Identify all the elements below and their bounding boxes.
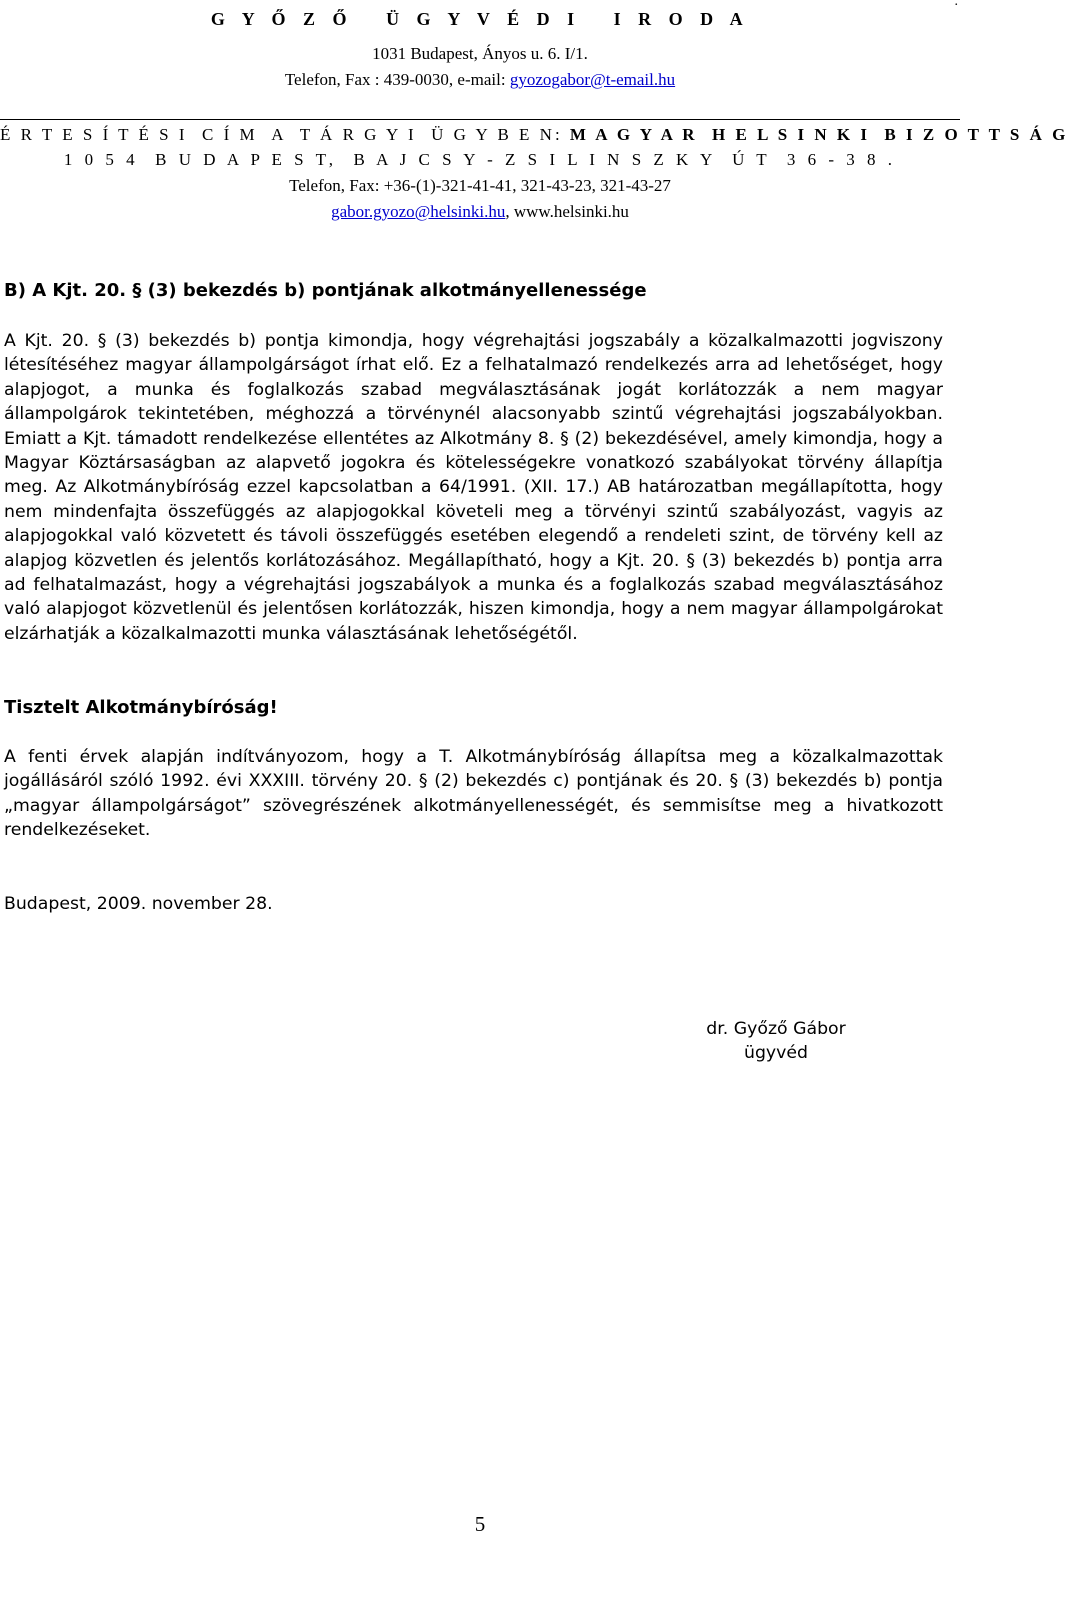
section-heading: B) A Kjt. 20. § (3) bekezdés b) pontjának alkotmányellenessége [4, 280, 647, 301]
salutation: Tisztelt Alkotmánybíróság! [4, 697, 278, 718]
page-number: 5 [474, 1512, 486, 1536]
corner-mark: . [954, 0, 958, 9]
signatory-title: ügyvéd [744, 1043, 808, 1064]
firm-phone: Telefon, Fax : 439-0030, e-mail: [284, 70, 510, 89]
notice-organization: M A G Y A R H E L S I N K I B I Z O T T S Á G [569, 125, 1068, 144]
notice-address-line [0, 125, 1068, 145]
closing-paragraph: A fenti érvek alapján indítványozom, hogy a T. Alkotmánybíróság állapítsa meg a közalkalmazottak jogállásáról szóló 1992. évi XXXIII. törvény 20. § (2) bekezdés c) pontjának és 20. § (3) bekezdés b) pontja „magyar állampolgárságot” szövegrészének alkotmányellenességét, és semmisítse meg a hivatkozott rendelkezéseket. [4, 747, 943, 841]
letterhead-divider [0, 119, 960, 120]
firm-email-link[interactable]: gyozogabor@t-email.hu [509, 70, 676, 89]
notice-label: É R T E S Í T É S I C Í M A T Á R G Y I Ü G Y B E N: [0, 125, 570, 144]
notice-contact-line [0, 202, 960, 222]
firm-contact-line [0, 70, 960, 90]
signature-block [686, 1017, 866, 1066]
firm-address: 1031 Budapest, Ányos u. 6. I/1. [372, 44, 588, 63]
notice-street: 1 0 5 4 B U D A P E S T, B A J C S Y - Z S I L I N S Z K Y Ú T 3 6 - 3 8 . [63, 150, 897, 169]
notice-web: , www.helsinki.hu [505, 202, 629, 221]
firm-name: G Y Ő Z Ő Ü G Y V É D I I R O D A [210, 9, 750, 29]
section-paragraph: A Kjt. 20. § (3) bekezdés b) pontja kimondja, hogy végrehajtási jogszabály a közalkalmazotti jogviszony létesítéséhez magyar állampolgárságot írhat elő. Ez a felhatalmazó rendelkezés arra ad lehetőséget, hogy alapjogot, a munka és foglalkozás szabad megválasztásának jogát korlátozzák a nem magyar állampolgárok tekintetében, méghozzá a törvénynél alacsonyabb szintű végrehajtási jogszabályokban. Emiatt a Kjt. támadott rendelkezése ellentétes az Alkotmány 8. § (2) bekezdésével, amely kimondja, hogy a Magyar Köztársaságban az alapvető jogokra és kötelességekre vonatkozó szabályokat törvény állapítja meg. Az Alkotmánybíróság ezzel kapcsolatban a 64/1991. (XII. 17.) AB határozatban megállapította, hogy nem mindenfajta összefüggés az alapjogokkal követeli meg a törvényi szintű szabályozást, vagyis az alapjogokkal való közvetett és távoli összefüggés esetében elegendő a rendeleti szint, de törvény kell az alapjog közvetlen és jelentős korlátozásához. Megállapítható, hogy a Kjt. 20. § (3) bekezdés b) pontja arra ad felhatalmazást, hogy a végrehajtási jogszabályok a munka és a foglalkozás szabad megválasztásához való alapjogot közvetlenül és jelentősen korlátozzák, hiszen kimondja, hogy a nem magyar állampolgárokat elzárhatják a közalkalmazotti munka választásának lehetőségétől. [4, 331, 943, 644]
signatory-name: dr. Győző Gábor [706, 1019, 846, 1039]
document-date: Budapest, 2009. november 28. [4, 894, 273, 914]
notice-email-link[interactable]: gabor.gyozo@helsinki.hu [331, 202, 506, 221]
notice-phone: Telefon, Fax: +36-(1)-321-41-41, 321-43-23, 321-43-27 [289, 176, 671, 195]
